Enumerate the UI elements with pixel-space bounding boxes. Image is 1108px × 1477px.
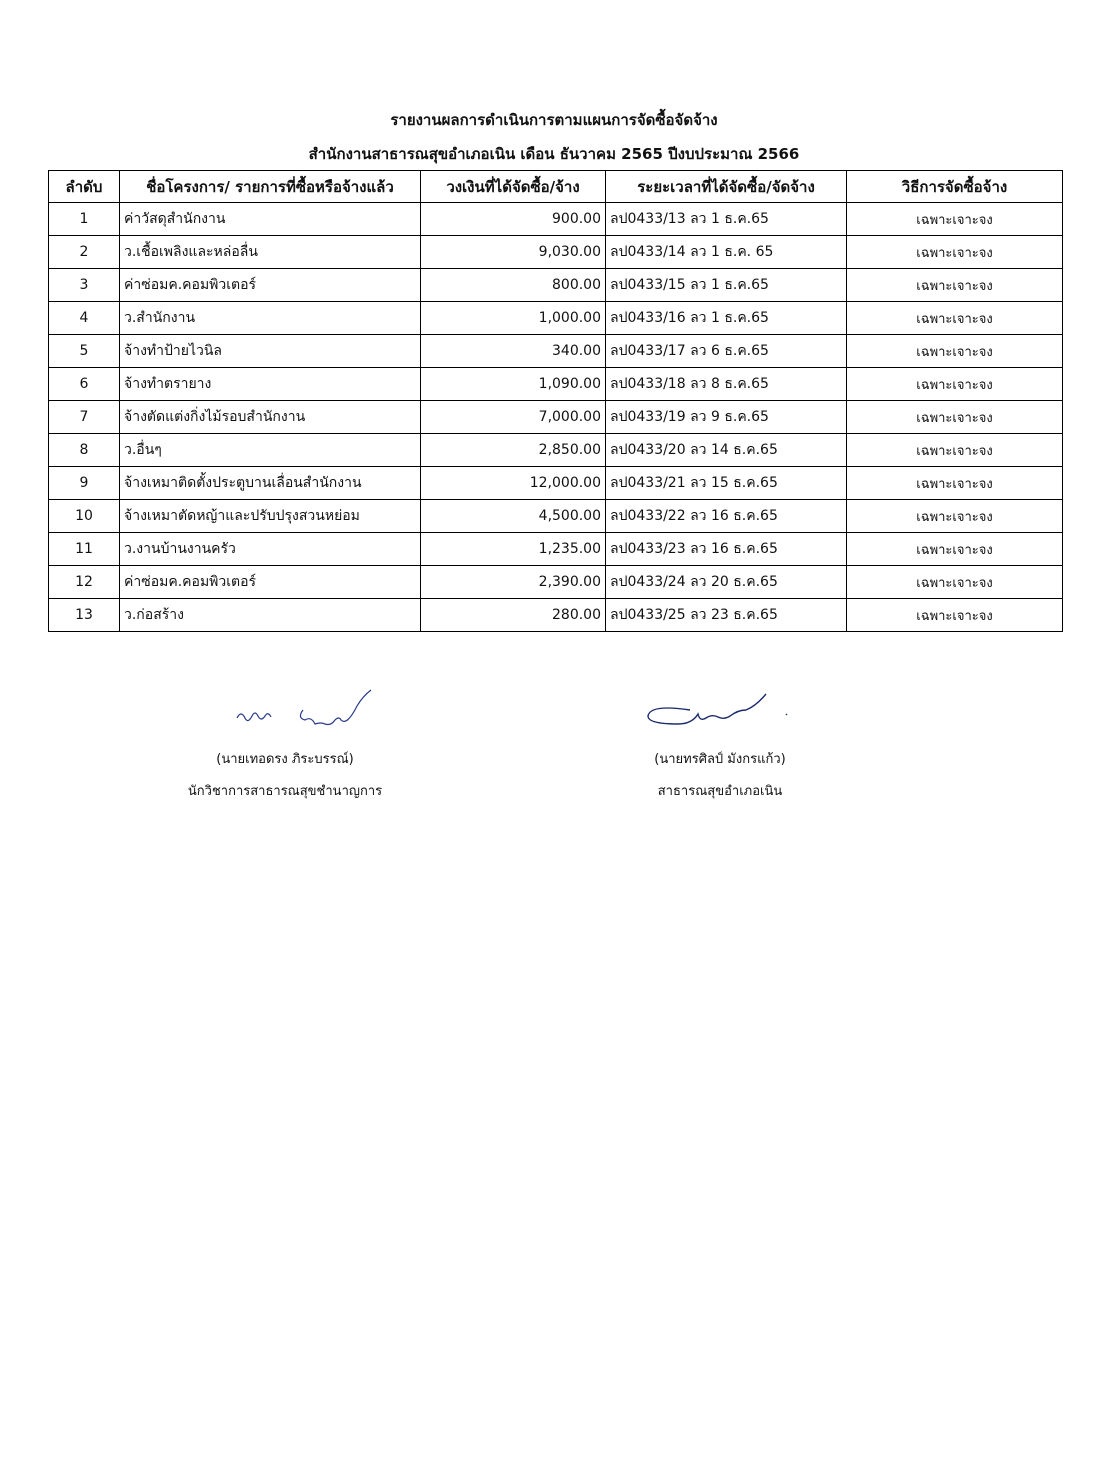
table-row xyxy=(49,236,1063,269)
cell-amount: 280.00 xyxy=(421,599,606,632)
cell-project-name: ค่าซ่อมค.คอมพิวเตอร์ xyxy=(120,566,421,599)
cell-method: เฉพาะเจาะจง xyxy=(847,467,1063,500)
cell-no: 10 xyxy=(49,500,120,533)
cell-reference: ลป0433/15 ลว 1 ธ.ค.65 xyxy=(606,269,847,302)
cell-project-name: จ้างทำป้ายไวนิล xyxy=(120,335,421,368)
cell-project-name: ว.อื่นๆ xyxy=(120,434,421,467)
cell-project-name: ว.สำนักงาน xyxy=(120,302,421,335)
cell-no: 6 xyxy=(49,368,120,401)
cell-amount: 2,390.00 xyxy=(421,566,606,599)
cell-project-name: ว.งานบ้านงานครัว xyxy=(120,533,421,566)
cell-method: เฉพาะเจาะจง xyxy=(847,500,1063,533)
cell-reference: ลป0433/17 ลว 6 ธ.ค.65 xyxy=(606,335,847,368)
handwritten-signature-right xyxy=(610,688,830,738)
cell-amount: 2,850.00 xyxy=(421,434,606,467)
cell-method: เฉพาะเจาะจง xyxy=(847,368,1063,401)
cell-no: 9 xyxy=(49,467,120,500)
cell-amount: 7,000.00 xyxy=(421,401,606,434)
cell-amount: 4,500.00 xyxy=(421,500,606,533)
signatory-left-name: (นายเทอดรง ภิระบรรณ์) xyxy=(216,752,354,767)
cell-no: 5 xyxy=(49,335,120,368)
cell-no: 11 xyxy=(49,533,120,566)
report-title: รายงานผลการดำเนินการตามแผนการจัดซื้อจัดจ้าง xyxy=(390,111,718,129)
table-row xyxy=(49,434,1063,467)
table-row xyxy=(49,533,1063,566)
signature-block-left xyxy=(140,688,430,801)
table-header-row xyxy=(49,171,1063,203)
table-row xyxy=(49,269,1063,302)
cell-project-name: จ้างเหมาตัดหญ้าและปรับปรุงสวนหย่อม xyxy=(120,500,421,533)
signatory-left-position: นักวิชาการสาธารณสุขชำนาญการ xyxy=(187,784,383,799)
table-body xyxy=(49,203,1063,632)
table-row xyxy=(49,203,1063,236)
cell-no: 13 xyxy=(49,599,120,632)
cell-reference: ลป0433/25 ลว 23 ธ.ค.65 xyxy=(606,599,847,632)
cell-no: 8 xyxy=(49,434,120,467)
cell-method: เฉพาะเจาะจง xyxy=(847,401,1063,434)
cell-project-name: จ้างทำตรายาง xyxy=(120,368,421,401)
cell-project-name: ว.เชื้อเพลิงและหล่อลื่น xyxy=(120,236,421,269)
cell-method: เฉพาะเจาะจง xyxy=(847,566,1063,599)
cell-method: เฉพาะเจาะจง xyxy=(847,533,1063,566)
table-row xyxy=(49,467,1063,500)
header-amount: วงเงินที่ได้จัดซื้อ/จ้าง xyxy=(421,171,606,203)
table-row xyxy=(49,335,1063,368)
handwritten-signature-left xyxy=(175,688,395,738)
cell-method: เฉพาะเจาะจง xyxy=(847,269,1063,302)
cell-project-name: จ้างเหมาติดตั้งประตูบานเลื่อนสำนักงาน xyxy=(120,467,421,500)
cell-project-name: จ้างตัดแต่งกิ่งไม้รอบสำนักงาน xyxy=(120,401,421,434)
cell-amount: 9,030.00 xyxy=(421,236,606,269)
cell-no: 3 xyxy=(49,269,120,302)
cell-method: เฉพาะเจาะจง xyxy=(847,302,1063,335)
cell-amount: 1,235.00 xyxy=(421,533,606,566)
cell-no: 12 xyxy=(49,566,120,599)
cell-no: 4 xyxy=(49,302,120,335)
cell-amount: 340.00 xyxy=(421,335,606,368)
signatory-right-name: (นายทรศิลป์ มังกรแก้ว) xyxy=(654,752,786,767)
table-row xyxy=(49,302,1063,335)
cell-method: เฉพาะเจาะจง xyxy=(847,434,1063,467)
cell-no: 2 xyxy=(49,236,120,269)
header-method: วิธีการจัดซื้อจ้าง xyxy=(847,171,1063,203)
cell-method: เฉพาะเจาะจง xyxy=(847,335,1063,368)
cell-project-name: ค่าวัสดุสำนักงาน xyxy=(120,203,421,236)
cell-reference: ลป0433/21 ลว 15 ธ.ค.65 xyxy=(606,467,847,500)
header-project-name: ชื่อโครงการ/ รายการที่ซื้อหรือจ้างแล้ว xyxy=(120,171,421,203)
cell-reference: ลป0433/14 ลว 1 ธ.ค. 65 xyxy=(606,236,847,269)
table-row xyxy=(49,599,1063,632)
cell-no: 7 xyxy=(49,401,120,434)
table-row xyxy=(49,566,1063,599)
cell-method: เฉพาะเจาะจง xyxy=(847,203,1063,236)
cell-method: เฉพาะเจาะจง xyxy=(847,599,1063,632)
cell-no: 1 xyxy=(49,203,120,236)
signatory-right-position: สาธารณสุขอำเภอเนิน xyxy=(657,784,783,799)
cell-project-name: ค่าซ่อมค.คอมพิวเตอร์ xyxy=(120,269,421,302)
cell-amount: 1,000.00 xyxy=(421,302,606,335)
cell-project-name: ว.ก่อสร้าง xyxy=(120,599,421,632)
cell-reference: ลป0433/19 ลว 9 ธ.ค.65 xyxy=(606,401,847,434)
cell-reference: ลป0433/24 ลว 20 ธ.ค.65 xyxy=(606,566,847,599)
cell-amount: 800.00 xyxy=(421,269,606,302)
cell-reference: ลป0433/16 ลว 1 ธ.ค.65 xyxy=(606,302,847,335)
cell-reference: ลป0433/13 ลว 1 ธ.ค.65 xyxy=(606,203,847,236)
cell-reference: ลป0433/22 ลว 16 ธ.ค.65 xyxy=(606,500,847,533)
cell-amount: 12,000.00 xyxy=(421,467,606,500)
signature-block-right xyxy=(590,688,850,801)
header-no: ลำดับ xyxy=(49,171,120,203)
table-row xyxy=(49,500,1063,533)
cell-amount: 1,090.00 xyxy=(421,368,606,401)
table-row xyxy=(49,401,1063,434)
report-subtitle: สำนักงานสาธารณสุขอำเภอเนิน เดือน ธันวาคม 2565 ปีงบประมาณ 2566 xyxy=(308,145,800,163)
cell-reference: ลป0433/20 ลว 14 ธ.ค.65 xyxy=(606,434,847,467)
cell-method: เฉพาะเจาะจง xyxy=(847,236,1063,269)
procurement-table xyxy=(48,170,1063,632)
cell-reference: ลป0433/23 ลว 16 ธ.ค.65 xyxy=(606,533,847,566)
table-row xyxy=(49,368,1063,401)
cell-reference: ลป0433/18 ลว 8 ธ.ค.65 xyxy=(606,368,847,401)
header-period: ระยะเวลาที่ได้จัดซื้อ/จัดจ้าง xyxy=(606,171,847,203)
cell-amount: 900.00 xyxy=(421,203,606,236)
